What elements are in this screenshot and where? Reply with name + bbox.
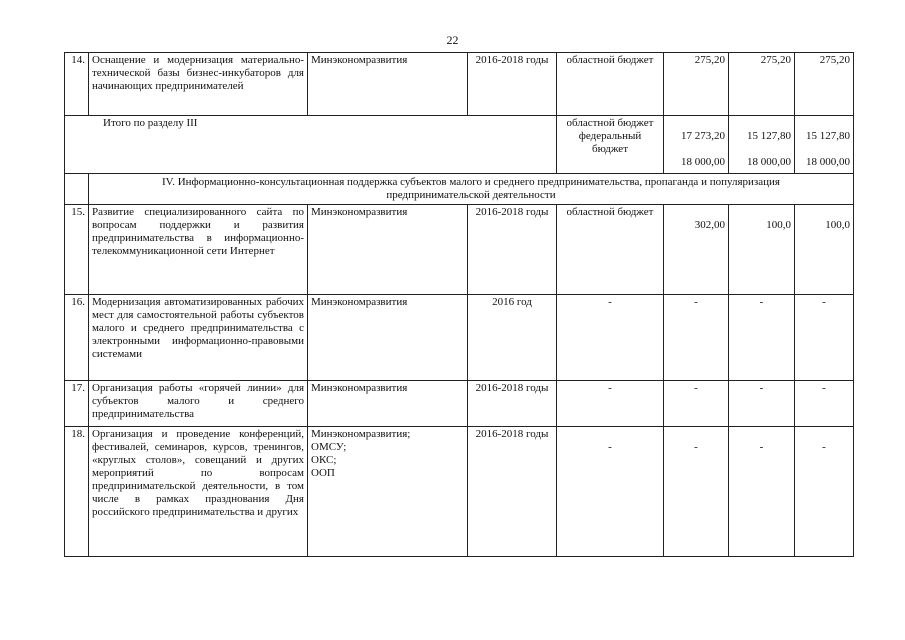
row-number: 14. [65, 53, 89, 116]
event-name: Организация работы «горячей линии» для субъектов малого и среднего предпринимательства [89, 381, 308, 427]
amount-2016: 100,0 [729, 205, 795, 295]
table-row [65, 295, 854, 381]
row-number: 18. [65, 427, 89, 557]
amount-2017: - [795, 295, 854, 381]
funding-source: областной бюджет [557, 205, 664, 295]
amount-total: - [664, 295, 729, 381]
table-row [65, 427, 854, 557]
program-table [64, 52, 854, 557]
funding-source: - [557, 427, 664, 557]
event-name: Развитие специализированного сайта по вопросам поддержки и развития предпринимательства в информационно-телекоммуникационной сети Интернет [89, 205, 308, 295]
row-number: 15. [65, 205, 89, 295]
funding-source: областной бюджет [557, 53, 664, 116]
amount-2016: - [729, 295, 795, 381]
event-name: Организация и проведение конференций, фестивалей, семинаров, курсов, тренингов, «круглых столов», совещаний и других мероприятий по вопросам предпринимательской деятельности, в том числе в рамках празднования Дня российского предпринимательства и других [89, 427, 308, 557]
period: 2016-2018 годы [468, 53, 557, 116]
amount-total: 302,00 [664, 205, 729, 295]
event-name: Модернизация автоматизированных рабочих мест для самостоятельной работы субъектов малого и среднего предпринимательства с электронными информационно-правовыми системами [89, 295, 308, 381]
amount-2016: - [729, 427, 795, 557]
total-amount-2: 15 127,80 18 000,00 [729, 116, 795, 174]
executor: Минэкономразвития [308, 205, 468, 295]
section-header-row [65, 174, 854, 205]
amount-2016: 275,20 [729, 53, 795, 116]
table-row [65, 53, 854, 116]
total-row [65, 116, 854, 174]
period: 2016 год [468, 295, 557, 381]
funding-source: - [557, 381, 664, 427]
amount-2017: - [795, 381, 854, 427]
executor: Минэкономразвития; ОМСУ; ОКС; ООП [308, 427, 468, 557]
total-amount-1: 17 273,20 18 000,00 [664, 116, 729, 174]
total-sources: областной бюджет федеральный бюджет [557, 116, 664, 174]
funding-source: - [557, 295, 664, 381]
amount-2017: 275,20 [795, 53, 854, 116]
period: 2016-2018 годы [468, 205, 557, 295]
amount-2016: - [729, 381, 795, 427]
section-title: IV. Информационно-консультационная поддержка субъектов малого и среднего предпринимательства, пропаганда и популяризация предпринимательской деятельности [89, 174, 854, 205]
period: 2016-2018 годы [468, 427, 557, 557]
event-name: Оснащение и модернизация материально-технической базы бизнес-инкубаторов для начинающих предпринимателей [89, 53, 308, 116]
amount-2017: - [795, 427, 854, 557]
total-label: Итого по разделу III [65, 116, 557, 174]
amount-total: - [664, 427, 729, 557]
row-number: 16. [65, 295, 89, 381]
table-row [65, 205, 854, 295]
amount-2017: 100,0 [795, 205, 854, 295]
executor: Минэкономразвития [308, 53, 468, 116]
executor: Минэкономразвития [308, 381, 468, 427]
page-number: 22 [446, 33, 459, 47]
period: 2016-2018 годы [468, 381, 557, 427]
executor: Минэкономразвития [308, 295, 468, 381]
amount-total: - [664, 381, 729, 427]
total-amount-3: 15 127,80 18 000,00 [795, 116, 854, 174]
row-number: 17. [65, 381, 89, 427]
table-row [65, 381, 854, 427]
amount-total: 275,20 [664, 53, 729, 116]
